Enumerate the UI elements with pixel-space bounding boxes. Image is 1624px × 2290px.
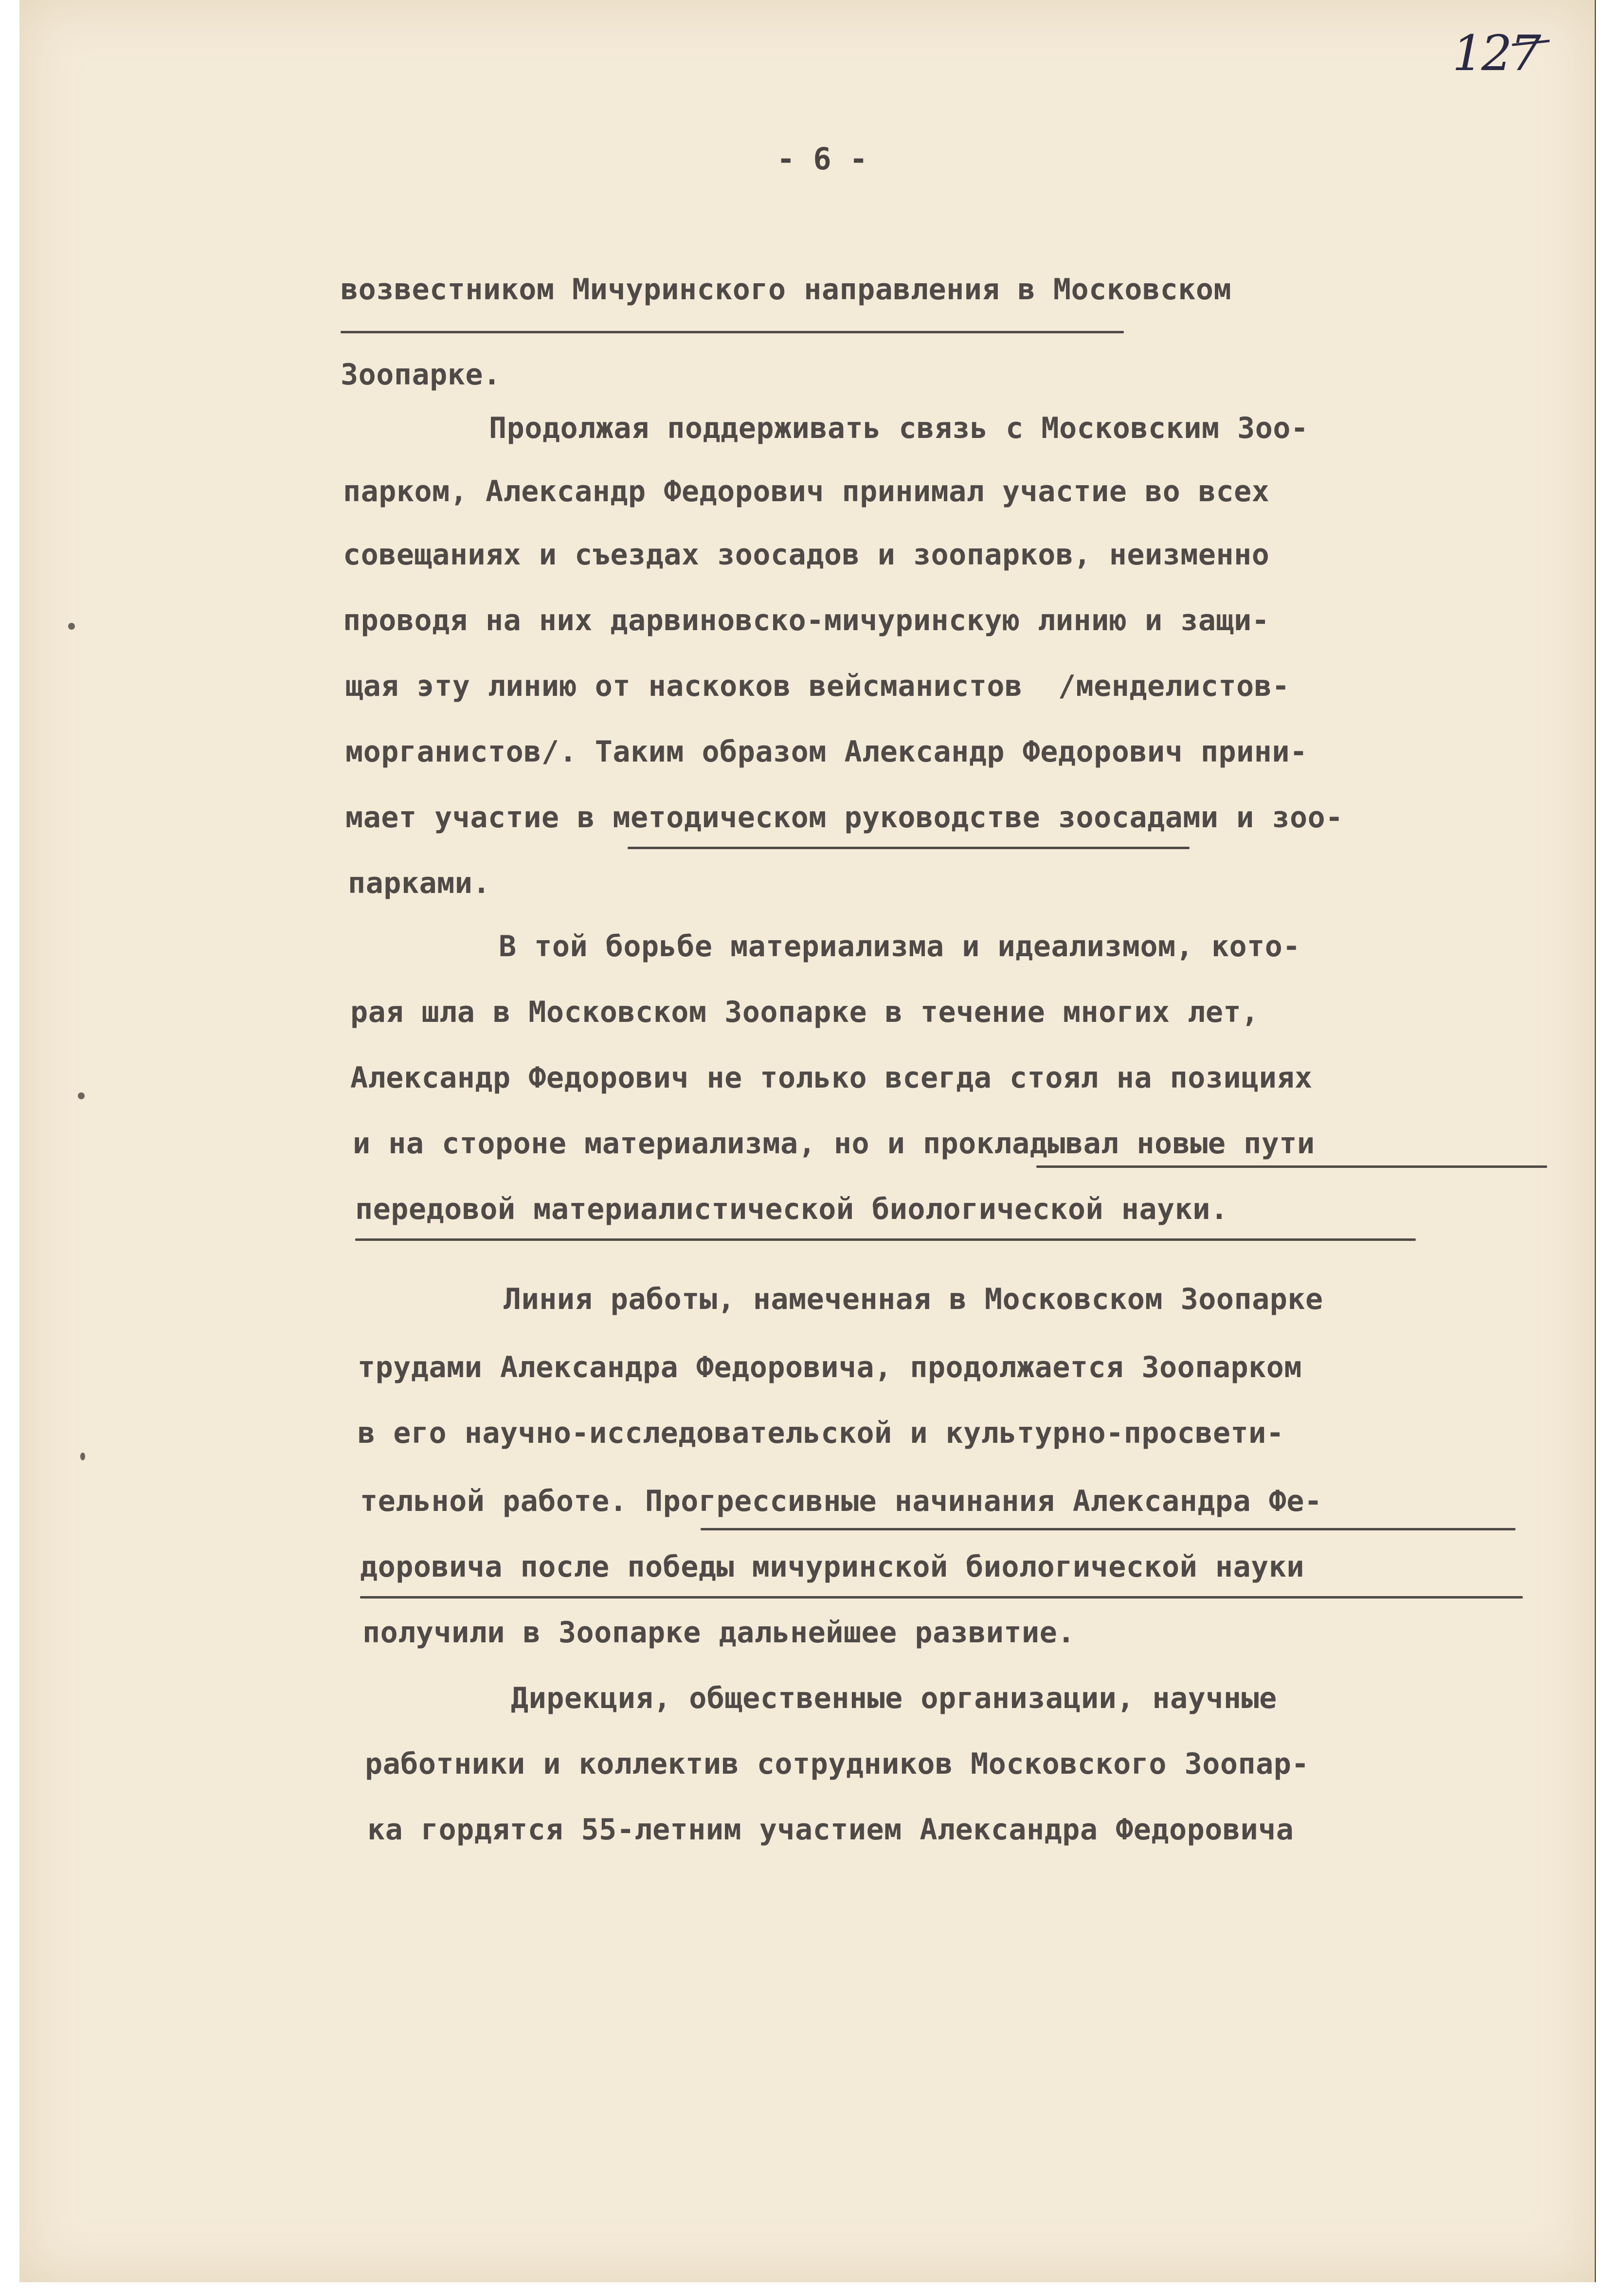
page-number: - 6 - [776,141,868,177]
underline-1 [341,331,1124,333]
text-line-15: передовой материалистической биологической науки. [355,1192,1228,1226]
underline-2 [628,847,1190,849]
text-line-19: тельной работе. Прогрессивные начинания Александра Фе- [360,1484,1322,1518]
text-line-4: парком, Александр Федорович принимал участие во всех [343,474,1270,509]
text-line-9: мает участие в методическом руководстве зоосадами и зоо- [345,800,1343,835]
scan-margin [1596,0,1624,2290]
folio-text: 127 [1452,25,1539,82]
text-line-10: парками. [348,866,490,900]
text-line-21: получили в Зоопарке дальнейшее развитие. [362,1616,1075,1650]
text-line-14: и на стороне материализма, но и прокладывал новые пути [353,1127,1315,1161]
text-line-3: Продолжая поддерживать связь с Московским Зоо- [489,411,1309,445]
text-line-7: щая эту линию от наскоков вейсманистов /менделистов- [345,669,1290,703]
text-line-16: Линия работы, намеченная в Московском Зоопарке [504,1282,1323,1316]
text-line-5: совещаниях и съездах зоосадов и зоопарков, неизменно [343,538,1270,572]
paper-speck [78,1092,85,1099]
text-line-13: Александр Федорович не только всегда стоял на позициях [350,1061,1313,1095]
underline-4a [701,1528,1516,1530]
text-line-2: Зоопарке. [341,358,501,392]
text-line-17: трудами Александра Федоровича, продолжается Зоопарком [358,1350,1302,1384]
underline-3a [1036,1165,1547,1168]
text-line-6: проводя на них дарвиновско-мичуринскую линию и защи- [343,603,1270,637]
archive-folio-number [1452,19,1550,88]
underline-3b [355,1238,1416,1241]
text-line-24: ка гордятся 55-летним участием Александра Федоровича [367,1813,1294,1847]
text-line-18: в его научно-исследовательской и культурно-просвети- [358,1416,1284,1450]
underline-4b [360,1596,1523,1599]
paper-speck [68,623,75,630]
text-line-1: возвестником Мичуринского направления в Московском [341,273,1232,307]
text-line-20: доровича после победы мичуринской биологической науки [360,1550,1305,1584]
paper-speck [80,1453,85,1460]
text-line-23: работники и коллектив сотрудников Московского Зоопар- [365,1747,1310,1781]
text-line-8: морганистов/. Таким образом Александр Федорович прини- [345,735,1308,769]
text-line-22: Дирекция, общественные организации, научные [511,1681,1277,1715]
text-line-12: рая шла в Московском Зоопарке в течение многих лет, [350,995,1259,1029]
text-line-11: В той борьбе материализма и идеализмом, кото- [499,929,1301,963]
